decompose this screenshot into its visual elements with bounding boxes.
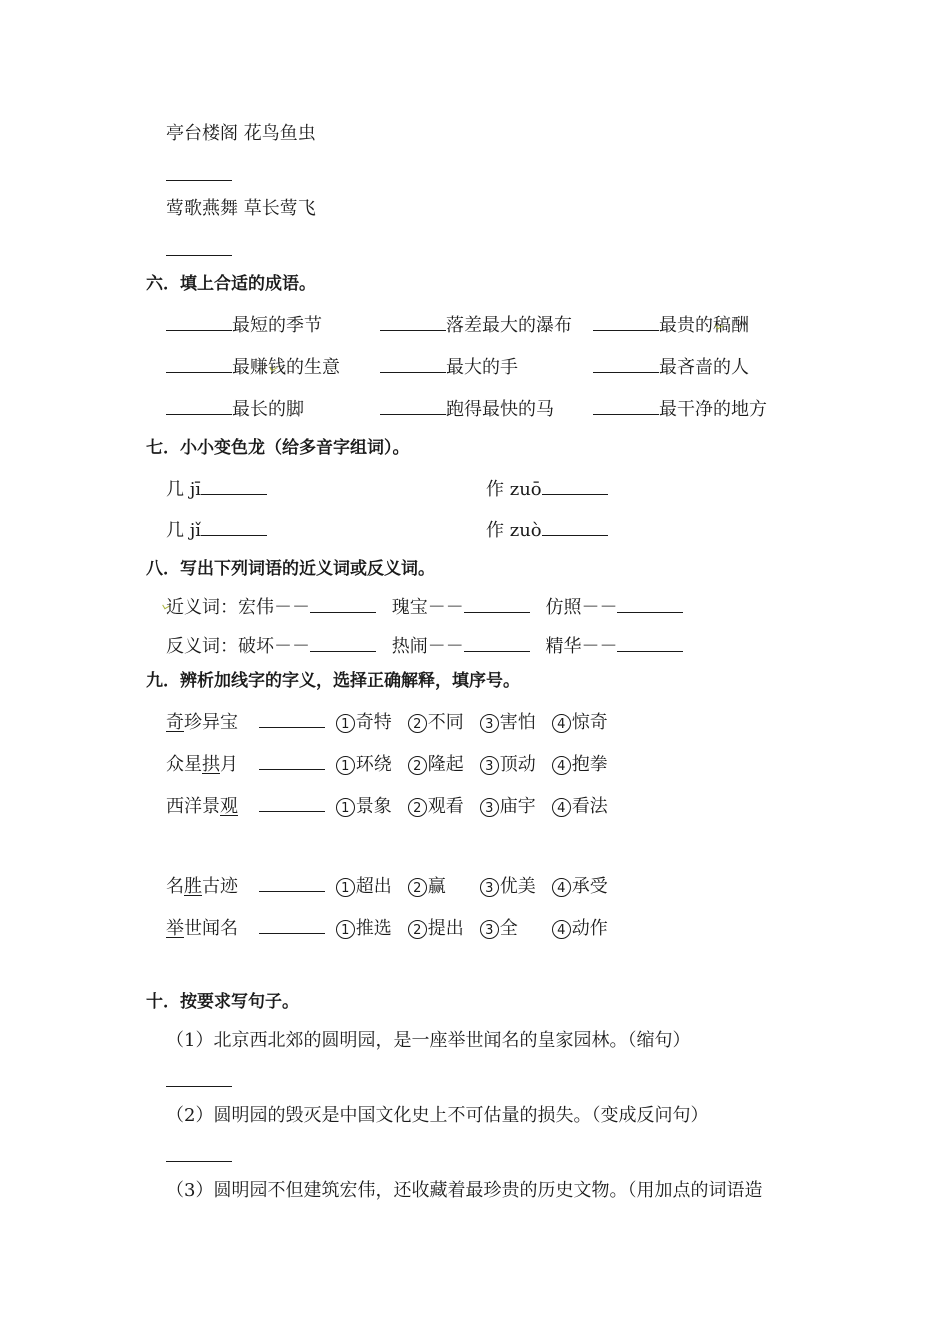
fill-blank[interactable] [259, 710, 325, 728]
section-7-heading: 七．小小变色龙（给多音字组词）。 [146, 438, 410, 458]
idiom-item: 最大的手 [380, 355, 518, 379]
synonym-row: 近义词：宏伟－－ 瑰宝－－ 仿照－－ [166, 595, 683, 619]
meaning-row: 举世闻名 1 推选 2 提出 3 全 4 动作 [166, 918, 608, 939]
idiom-item: 最干净的地方 [593, 397, 767, 421]
polyphone-item: 作 zuō [486, 477, 608, 501]
fill-blank[interactable] [593, 355, 659, 373]
idiom-item: 最长的脚 [166, 397, 304, 421]
fill-blank[interactable] [166, 313, 232, 331]
meaning-row: 西洋景观 1 景象 2 观看 3 庙宇 4 看法 [166, 796, 608, 817]
fill-blank[interactable] [617, 634, 683, 652]
idiom-item: 最短的季节 [166, 313, 322, 337]
antonym-row: 反义词：破坏－－ 热闹－－ 精华－－ [166, 634, 683, 658]
fill-blank[interactable] [380, 313, 446, 331]
fill-blank[interactable] [542, 477, 608, 495]
fill-blank[interactable] [201, 518, 267, 536]
fill-blank[interactable] [259, 916, 325, 934]
fill-blank[interactable] [380, 355, 446, 373]
answer-line[interactable] [166, 1086, 232, 1087]
question-1: （1）北京西北郊的圆明园，是一座举世闻名的皇家园林。（缩句） [166, 1030, 691, 1051]
idiom-item: 落差最大的瀑布 [380, 313, 572, 337]
fill-blank[interactable] [259, 874, 325, 892]
meaning-row: 奇珍异宝 1 奇特 2 不同 3 害怕 4 惊奇 [166, 712, 608, 733]
fill-blank[interactable] [166, 355, 232, 373]
polyphone-item: 作 zuò [486, 518, 608, 542]
meaning-row: 名胜古迹 1 超出 2 赢 3 优美 4 承受 [166, 876, 608, 897]
fill-blank[interactable] [380, 397, 446, 415]
idiom-pair-2: 莺歌燕舞 草长莺飞 [166, 198, 316, 219]
fill-blank[interactable] [310, 634, 376, 652]
fill-blank[interactable] [593, 313, 659, 331]
fill-blank[interactable] [464, 595, 530, 613]
fill-blank[interactable] [542, 518, 608, 536]
fill-blank[interactable] [201, 477, 267, 495]
idiom-item: 最赚钱的生意 [166, 355, 340, 379]
idiom-item: 跑得最快的马 [380, 397, 554, 421]
fill-blank[interactable] [593, 397, 659, 415]
section-9-heading: 九．辨析加线字的字义，选择正确解释，填序号。 [146, 671, 520, 691]
fill-blank[interactable] [259, 794, 325, 812]
section-10-heading: 十．按要求写句子。 [146, 992, 299, 1012]
polyphone-item: 几 jī [166, 477, 267, 501]
idiom-pair-1: 亭台楼阁 花鸟鱼虫 [166, 123, 316, 144]
section-8-heading: 八．写出下列词语的近义词或反义词。 [146, 559, 435, 579]
answer-line[interactable] [166, 180, 232, 181]
fill-blank[interactable] [464, 634, 530, 652]
section-6-heading: 六．填上合适的成语。 [146, 274, 316, 294]
idiom-item: 最贵的稿酬 [593, 313, 749, 337]
polyphone-item: 几 jǐ [166, 518, 267, 542]
fill-blank[interactable] [259, 752, 325, 770]
idiom-item: 最吝啬的人 [593, 355, 749, 379]
fill-blank[interactable] [166, 397, 232, 415]
answer-line[interactable] [166, 1161, 232, 1162]
question-3: （3）圆明园不但建筑宏伟，还收藏着最珍贵的历史文物。（用加点的词语造 [166, 1180, 763, 1201]
fill-blank[interactable] [310, 595, 376, 613]
question-2: （2）圆明园的毁灭是中国文化史上不可估量的损失。（变成反问句） [166, 1105, 709, 1126]
meaning-row: 众星拱月 1 环绕 2 隆起 3 顶动 4 抱拳 [166, 754, 608, 775]
answer-line[interactable] [166, 255, 232, 256]
fill-blank[interactable] [617, 595, 683, 613]
